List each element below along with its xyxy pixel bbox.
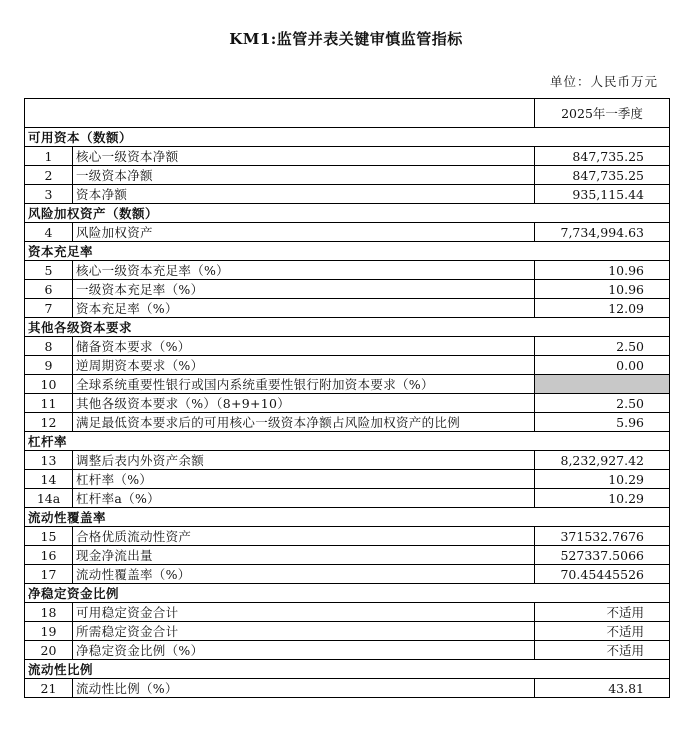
row-label: 逆周期资本要求（%） [73, 356, 535, 375]
row-value: 12.09 [535, 299, 670, 318]
header-blank-cell [25, 99, 535, 128]
section-header-row [25, 660, 670, 679]
row-label: 资本净额 [73, 185, 535, 204]
table-row [25, 394, 670, 413]
row-number: 19 [25, 622, 73, 641]
row-number: 14 [25, 470, 73, 489]
row-value: 7,734,994.63 [535, 223, 670, 242]
row-value [535, 375, 670, 394]
row-number: 17 [25, 565, 73, 584]
km1-metrics-table [24, 98, 670, 698]
section-title: 流动性覆盖率 [25, 508, 670, 527]
row-label: 核心一级资本净额 [73, 147, 535, 166]
row-number: 10 [25, 375, 73, 394]
row-number: 9 [25, 356, 73, 375]
row-number: 21 [25, 679, 73, 698]
row-value: 371532.7676 [535, 527, 670, 546]
table-row [25, 375, 670, 394]
row-label: 可用稳定资金合计 [73, 603, 535, 622]
row-number: 12 [25, 413, 73, 432]
table-row [25, 489, 670, 508]
row-label: 一级资本充足率（%） [73, 280, 535, 299]
table-row [25, 527, 670, 546]
section-header-row [25, 204, 670, 223]
section-header-row [25, 508, 670, 527]
section-header-row [25, 318, 670, 337]
row-number: 2 [25, 166, 73, 185]
table-row [25, 546, 670, 565]
table-row [25, 185, 670, 204]
table-row [25, 603, 670, 622]
section-title: 风险加权资产（数额） [25, 204, 670, 223]
row-number: 6 [25, 280, 73, 299]
table-row [25, 641, 670, 660]
row-value: 10.96 [535, 280, 670, 299]
row-number: 5 [25, 261, 73, 280]
row-number: 15 [25, 527, 73, 546]
row-number: 1 [25, 147, 73, 166]
table-row [25, 147, 670, 166]
table-row [25, 166, 670, 185]
row-value: 不适用 [535, 603, 670, 622]
row-value: 2.50 [535, 394, 670, 413]
row-value: 5.96 [535, 413, 670, 432]
row-number: 8 [25, 337, 73, 356]
row-label: 风险加权资产 [73, 223, 535, 242]
row-number: 14a [25, 489, 73, 508]
section-title: 资本充足率 [25, 242, 670, 261]
row-value: 8,232,927.42 [535, 451, 670, 470]
row-label: 净稳定资金比例（%） [73, 641, 535, 660]
table-row [25, 565, 670, 584]
section-title: 流动性比例 [25, 660, 670, 679]
row-label: 资本充足率（%） [73, 299, 535, 318]
row-number: 3 [25, 185, 73, 204]
metrics-table-body [25, 99, 670, 698]
row-value: 70.45445526 [535, 565, 670, 584]
section-header-row [25, 242, 670, 261]
row-value: 不适用 [535, 641, 670, 660]
section-header-row [25, 432, 670, 451]
row-label: 核心一级资本充足率（%） [73, 261, 535, 280]
row-number: 18 [25, 603, 73, 622]
row-value: 不适用 [535, 622, 670, 641]
row-label: 杠杆率a（%） [73, 489, 535, 508]
row-number: 7 [25, 299, 73, 318]
row-number: 11 [25, 394, 73, 413]
section-title: 可用资本（数额） [25, 128, 670, 147]
section-header-row [25, 128, 670, 147]
row-label: 所需稳定资金合计 [73, 622, 535, 641]
table-row [25, 679, 670, 698]
row-value: 2.50 [535, 337, 670, 356]
section-header-row [25, 584, 670, 603]
row-label: 流动性覆盖率（%） [73, 565, 535, 584]
table-row [25, 622, 670, 641]
row-value: 847,735.25 [535, 147, 670, 166]
row-label: 储备资本要求（%） [73, 337, 535, 356]
row-value: 10.29 [535, 489, 670, 508]
section-title: 净稳定资金比例 [25, 584, 670, 603]
row-value: 527337.5066 [535, 546, 670, 565]
row-number: 20 [25, 641, 73, 660]
row-number: 4 [25, 223, 73, 242]
row-value: 0.00 [535, 356, 670, 375]
section-title: 其他各级资本要求 [25, 318, 670, 337]
table-row [25, 261, 670, 280]
table-row [25, 413, 670, 432]
row-label: 调整后表内外资产余额 [73, 451, 535, 470]
table-row [25, 337, 670, 356]
row-value: 43.81 [535, 679, 670, 698]
unit-label: 单位：人民币万元 [549, 74, 658, 89]
table-header-row [25, 99, 670, 128]
row-number: 16 [25, 546, 73, 565]
table-row [25, 280, 670, 299]
table-row [25, 299, 670, 318]
page-title: KM1:监管并表关键审慎监管指标 [229, 30, 463, 48]
row-value: 10.29 [535, 470, 670, 489]
period-header: 2025年一季度 [535, 99, 670, 128]
row-label: 一级资本净额 [73, 166, 535, 185]
table-row [25, 223, 670, 242]
row-label: 全球系统重要性银行或国内系统重要性银行附加资本要求（%） [73, 375, 535, 394]
row-value: 847,735.25 [535, 166, 670, 185]
table-row [25, 356, 670, 375]
table-row [25, 470, 670, 489]
row-label: 杠杆率（%） [73, 470, 535, 489]
row-label: 流动性比例（%） [73, 679, 535, 698]
row-label: 合格优质流动性资产 [73, 527, 535, 546]
table-row [25, 451, 670, 470]
row-value: 935,115.44 [535, 185, 670, 204]
section-title: 杠杆率 [25, 432, 670, 451]
row-value: 10.96 [535, 261, 670, 280]
row-label: 其他各级资本要求（%）（8+9+10） [73, 394, 535, 413]
row-label: 满足最低资本要求后的可用核心一级资本净额占风险加权资产的比例 [73, 413, 535, 432]
row-number: 13 [25, 451, 73, 470]
row-label: 现金净流出量 [73, 546, 535, 565]
